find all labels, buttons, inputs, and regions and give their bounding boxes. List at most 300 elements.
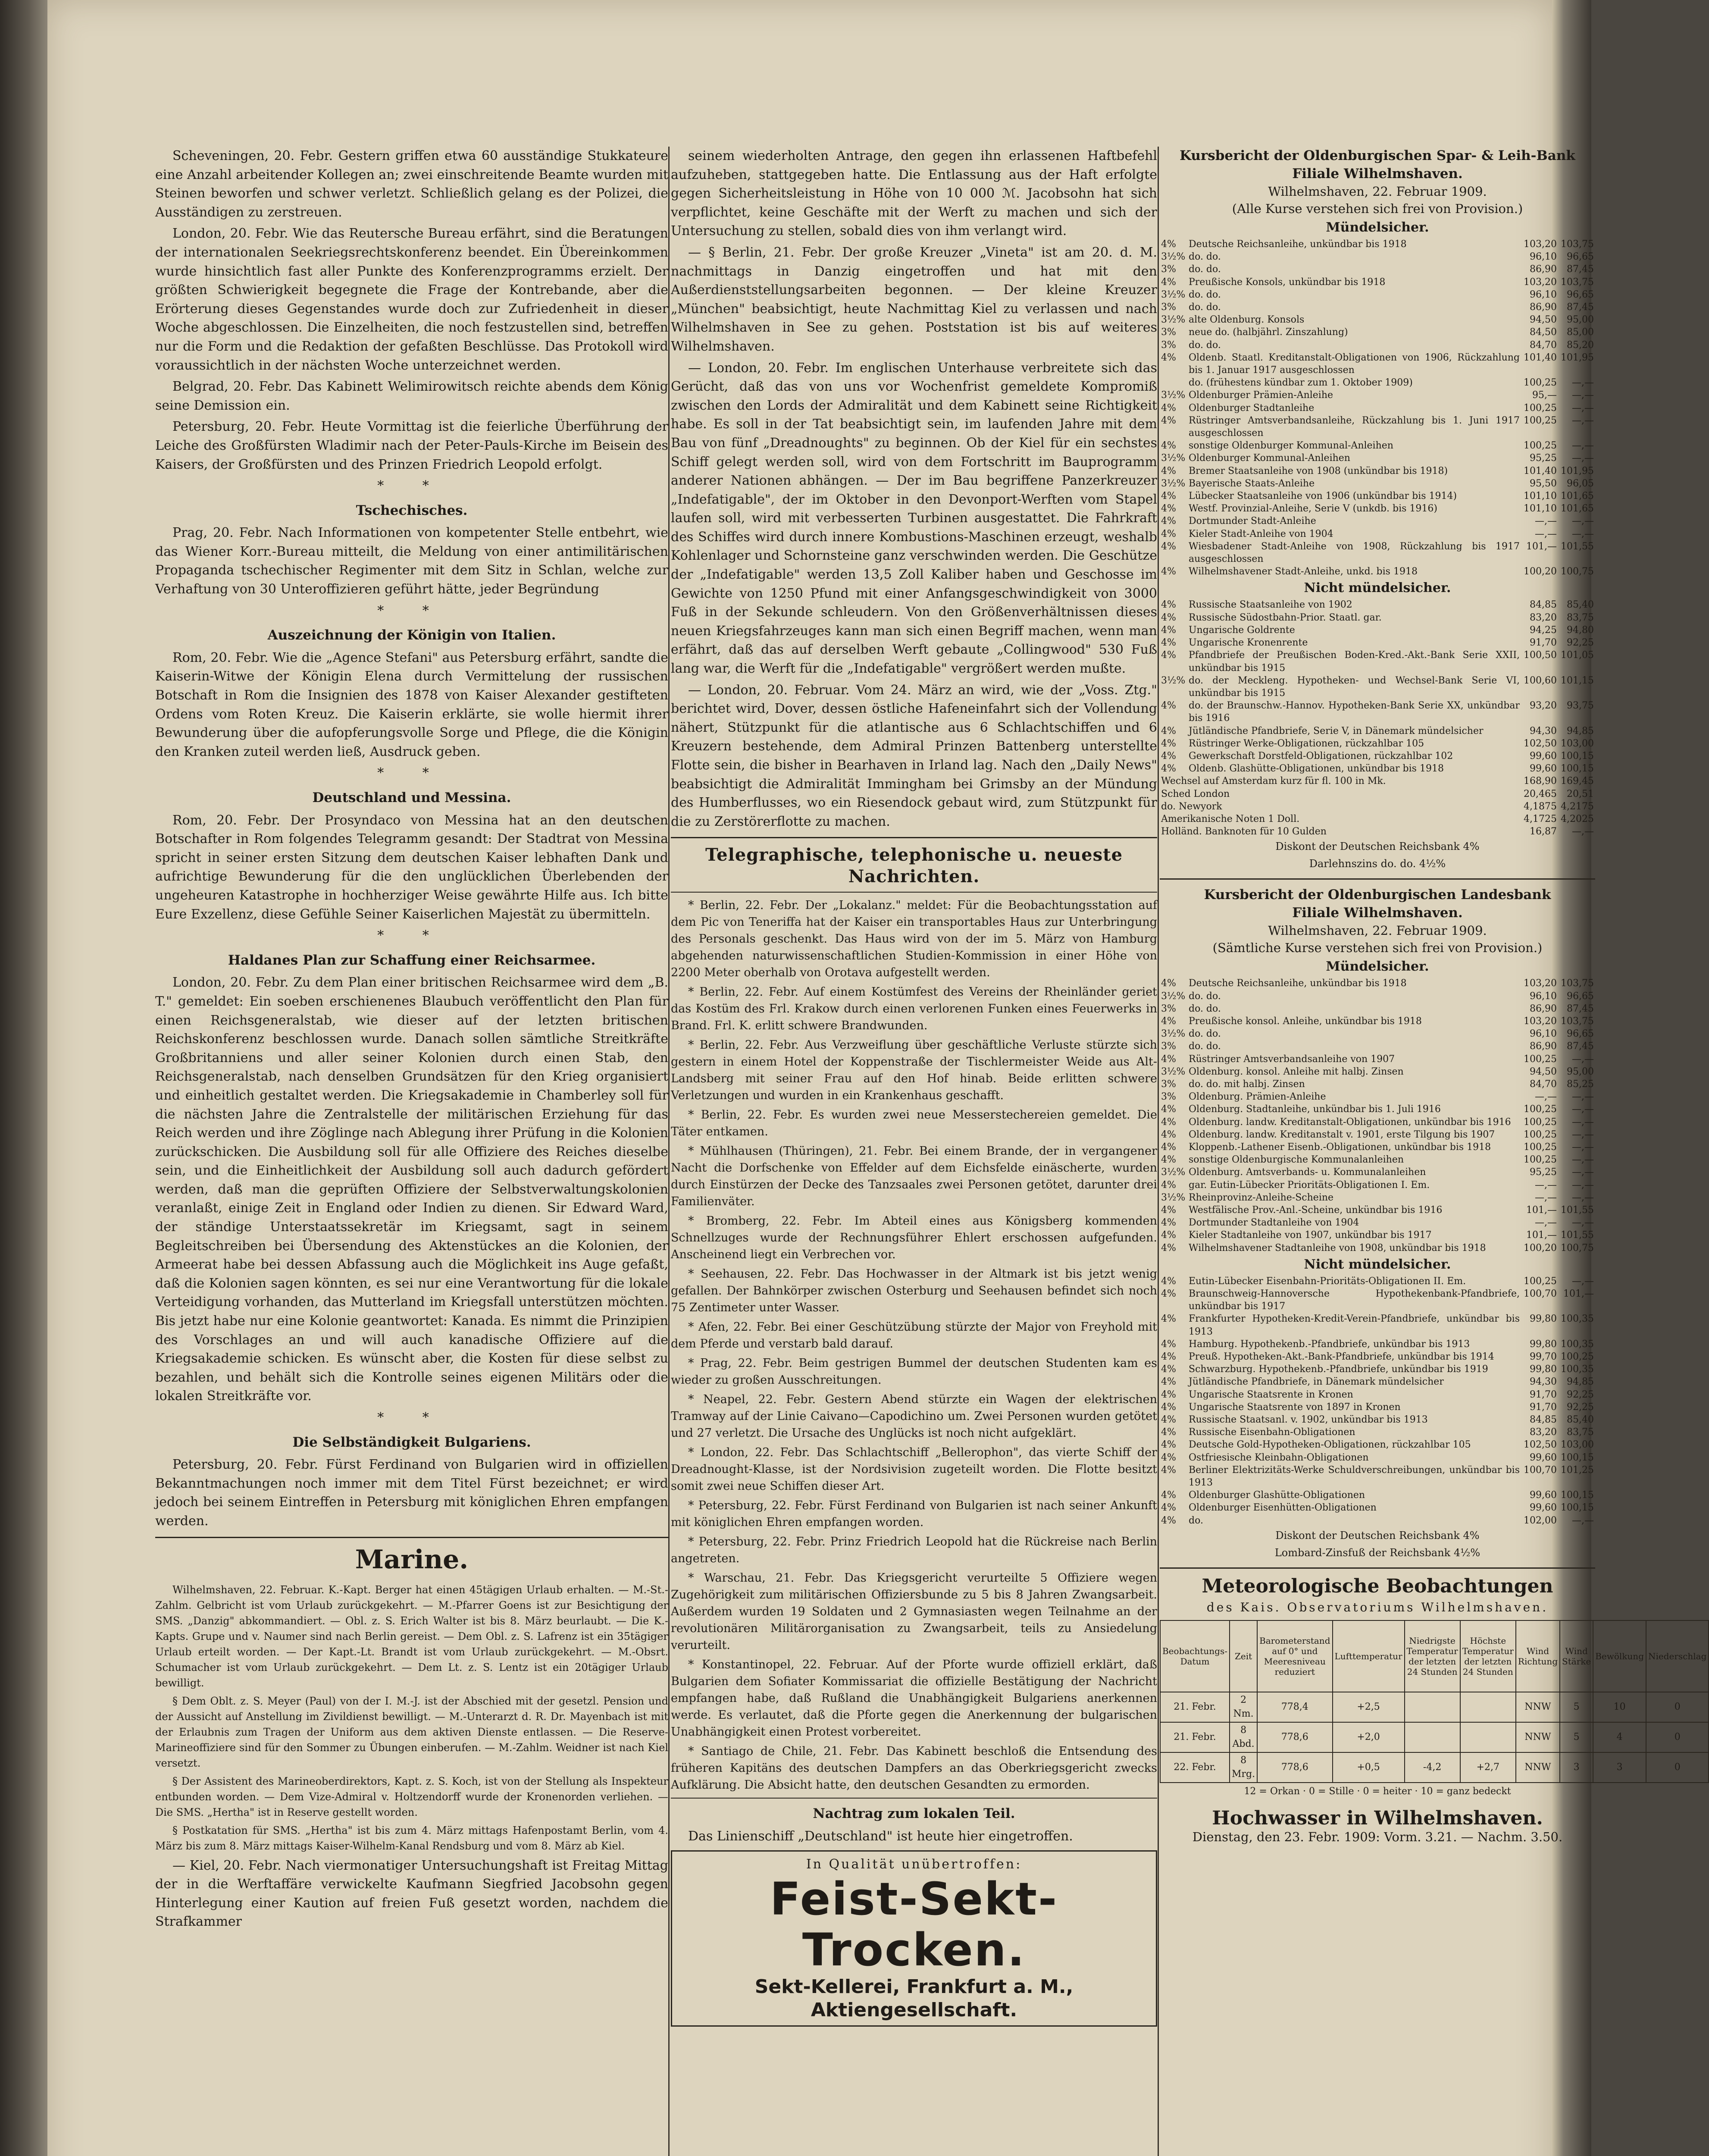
table-row xyxy=(1160,1514,1595,1527)
table-row xyxy=(1160,540,1595,565)
security-name-cell: do. do. xyxy=(1189,289,1221,300)
rate-cell: 4% xyxy=(1161,1288,1176,1300)
table-row xyxy=(1160,1103,1595,1116)
meteo-cell: +0,5 xyxy=(1333,1752,1405,1783)
verkauf-cell: 101,25 xyxy=(1561,1464,1594,1476)
rate-cell: 3½% xyxy=(1161,314,1186,326)
security-name-cell: Preußische konsol. Anleihe, unkündbar bis 1918 xyxy=(1189,1015,1422,1027)
security-name-cell: Lübecker Staatsanleihe von 1906 (unkündbar bis 1914) xyxy=(1189,491,1457,502)
ankauf-cell: 101,10 xyxy=(1524,491,1557,502)
verkauf-cell: 100,15 xyxy=(1561,763,1594,774)
meteo-cell: 778,6 xyxy=(1257,1722,1332,1752)
telegraph-item: * Bromberg, 22. Febr. Im Abteil eines aus Königsberg kommenden Schnellzuges wurde der Rechnungsführer Ehlert erschossen aufgefunden. Anscheinend liegt ein Verbrechen vor. xyxy=(671,1214,1157,1262)
telegraph-heading: Telegraphische, telephonische u. neueste Nachrichten. xyxy=(705,845,1123,887)
section-rule xyxy=(155,1537,668,1538)
ankauf-cell: —,— xyxy=(1535,516,1557,527)
fx-name-cell: Amerikanische Noten 1 Doll. xyxy=(1161,813,1300,824)
rate-cell: 4% xyxy=(1161,402,1176,414)
ankauf-cell: —,— xyxy=(1535,1217,1557,1228)
meteo-cell xyxy=(1405,1692,1460,1722)
rate-cell: 4% xyxy=(1161,1015,1176,1027)
ankauf-cell: 99,80 xyxy=(1530,1364,1557,1375)
rate-cell: 4% xyxy=(1161,1376,1176,1388)
verkauf-cell: 100,35 xyxy=(1561,1338,1594,1350)
security-name-cell: do. do. xyxy=(1189,990,1221,1002)
ankauf-cell: 83,20 xyxy=(1530,1427,1557,1438)
verkauf-cell: 87,45 xyxy=(1567,1041,1594,1052)
meteo-header-cell: Barometerstand auf 0° und Meeresniveau reduziert xyxy=(1257,1620,1332,1692)
rate-cell: 4% xyxy=(1161,276,1176,288)
table-row xyxy=(1160,1413,1595,1426)
table-row xyxy=(1160,1091,1595,1103)
meteo-cell: 5 xyxy=(1560,1692,1593,1722)
ankauf-cell: 94,50 xyxy=(1530,314,1557,326)
security-name-cell: sonstige Oldenburger Kommunal-Anleihen xyxy=(1189,440,1393,451)
ankauf-cell: 84,50 xyxy=(1530,327,1557,338)
table-row xyxy=(1160,276,1595,288)
verkauf-cell: —,— xyxy=(1572,1275,1594,1287)
security-name-cell: Preuß. Hypotheken-Akt.-Bank-Pfandbriefe, unkündbar bis 1914 xyxy=(1189,1351,1494,1363)
section-heading: Die Selbständigkeit Bulgariens. xyxy=(292,1434,531,1450)
table-row xyxy=(1160,1141,1595,1153)
verkauf-cell: 101,— xyxy=(1563,1288,1594,1300)
table-row xyxy=(1160,800,1595,813)
ankauf-cell: 99,60 xyxy=(1530,1490,1557,1501)
meteo-scale-item: 0 = heiter xyxy=(1363,1786,1412,1797)
rate-cell: 4% xyxy=(1161,738,1176,749)
verkauf-cell: —,— xyxy=(1572,1141,1594,1153)
table-row xyxy=(1160,1438,1595,1451)
rate-cell: 4% xyxy=(1161,491,1176,502)
security-name-cell: Westfälische Prov.-Anl.-Scheine, unkündbar bis 1916 xyxy=(1189,1205,1443,1216)
table-row xyxy=(1160,1053,1595,1065)
security-name-cell: Oldenburger Eisenhütten-Obligationen xyxy=(1189,1502,1377,1514)
rate-cell: 4% xyxy=(1161,1230,1176,1241)
rate-cell: 4% xyxy=(1161,1515,1176,1526)
rate-cell: 4% xyxy=(1161,465,1176,476)
meteo-cell: 22. Febr. xyxy=(1160,1752,1230,1783)
ankauf-cell: 93,20 xyxy=(1530,700,1557,711)
verkauf-cell: —,— xyxy=(1572,1104,1594,1115)
verkauf-cell: 101,05 xyxy=(1561,650,1594,661)
meteo-cell: 3 xyxy=(1560,1752,1593,1783)
meteo-cell: 0 xyxy=(1646,1722,1709,1752)
ankauf-cell: 100,25 xyxy=(1524,377,1557,389)
security-name-cell: Oldenburg. Stadtanleihe, unkündbar bis 1. Juli 1916 xyxy=(1189,1104,1441,1115)
table-row xyxy=(1160,1242,1595,1254)
ankauf-cell: 84,70 xyxy=(1530,1078,1557,1090)
security-name-cell: Hamburg. Hypothekenb.-Pfandbriefe, unkündbar bis 1913 xyxy=(1189,1338,1470,1350)
security-name-cell: Kieler Stadtanleihe von 1907, unkündbar bis 1917 xyxy=(1189,1230,1432,1241)
table-row xyxy=(1160,1204,1595,1216)
security-name-cell: Oldenb. Staatl. Kreditanstalt-Obligationen von 1906, Rückzahlung bis 1. Januar 1917 ausgeschlossen xyxy=(1189,352,1520,376)
article-paragraph: — Kiel, 20. Febr. Nach viermonatiger Untersuchungshaft ist Freitag Mittag der in die Werftaffäre verwickelte Kaufmann Siegfried Jacobsohn gegen Hinterlegung einer Kaution auf freien Fuß gesetzt worden, nachdem die Strafkammer xyxy=(155,1858,668,1930)
rate-cell: 4% xyxy=(1161,239,1176,250)
meteo-cell: +2,5 xyxy=(1333,1692,1405,1722)
table-row xyxy=(1160,288,1595,301)
verkauf-cell: 103,75 xyxy=(1561,276,1594,288)
security-name-cell: Oldenburg. Prämien-Anleihe xyxy=(1189,1091,1326,1103)
table-row xyxy=(1160,1275,1595,1288)
telegraph-item: * Neapel, 22. Febr. Gestern Abend stürzte ein Wagen der elektrischen Tramway auf der Linie Caivano—Capodichino um. Zwei Personen wurden getötet und 27 verletzt. Die Ursache des Unglücks ist noch nicht aufgeklärt. xyxy=(671,1393,1157,1440)
verkauf-cell: 96,65 xyxy=(1567,990,1594,1002)
security-name-cell: do. do. xyxy=(1189,1028,1221,1040)
rate-cell: 4% xyxy=(1161,1154,1176,1166)
table-row xyxy=(1160,414,1595,439)
security-name-cell: Kloppenb.-Lathener Eisenb.-Obligationen, unkündbar bis 1918 xyxy=(1189,1141,1491,1153)
security-name-cell: do. do. mit halbj. Zinsen xyxy=(1189,1078,1305,1090)
meteo-cell: -4,2 xyxy=(1405,1752,1460,1783)
section-heading: Deutschland und Messina. xyxy=(312,790,511,805)
meteo-cell: 21. Febr. xyxy=(1160,1692,1230,1722)
kursbericht-category: Mündelsicher. xyxy=(1326,220,1429,235)
security-name-cell: Russische Südostbahn-Prior. Staatl. gar. xyxy=(1189,612,1382,623)
table-row xyxy=(1160,502,1595,515)
security-name-cell: Braunschweig-Hannoversche Hypothekenbank-Pfandbriefe, unkündbar bis 1917 xyxy=(1189,1288,1520,1312)
rate-cell: 4% xyxy=(1161,1275,1176,1287)
article-paragraph: London, 20. Febr. Wie das Reutersche Bureau erfährt, sind die Beratungen der internationalen Seekriegsrechtskonferenz beendet. Ein Übereinkommen wurde hinsichtlich fast aller Punkte des Konferenzprogramms erzielt. Der größten Schwierigkeit begegnete die Frage der Kontrebande, aber die Erörterung dieses Gegenstandes wurde doch zur Zufriedenheit in dieser Woche abgeschlossen. Die Einzelheiten, die noch festzustellen sind, betreffen nur die Form und die Redaktion der gefaßten Beschlüsse. Das Protokoll wird voraussichtlich in der nächsten Woche unterzeichnet werden. xyxy=(155,226,668,373)
meteo-header-cell: Lufttemperatur xyxy=(1333,1620,1405,1692)
ankauf-cell: 101,40 xyxy=(1524,465,1557,476)
table-row xyxy=(1160,389,1595,401)
verkauf-cell: 100,35 xyxy=(1561,1313,1594,1325)
table-row xyxy=(1160,788,1595,800)
table-row xyxy=(1160,624,1595,636)
table-row xyxy=(1160,339,1595,351)
ankauf-cell: 96,10 xyxy=(1530,251,1557,263)
security-name-cell: Ungarische Staatsrente in Kronen xyxy=(1189,1389,1353,1400)
verkauf-cell: 87,45 xyxy=(1567,302,1594,313)
rate-cell: 3% xyxy=(1161,327,1176,338)
meteo-header-cell: Wind Richtung xyxy=(1516,1620,1560,1692)
ankauf-cell: 101,10 xyxy=(1524,503,1557,514)
rate-cell: 4% xyxy=(1161,1439,1176,1451)
table-row xyxy=(1160,1464,1595,1489)
rate-cell: 3% xyxy=(1161,339,1176,351)
ankauf-cell: 100,25 xyxy=(1524,1116,1557,1128)
verkauf-cell: 101,65 xyxy=(1561,491,1594,502)
ankauf-cell: 96,10 xyxy=(1530,990,1557,1002)
ad-company: Sekt-Kellerei, Frankfurt a. M., Aktiengesellschaft. xyxy=(754,1976,1074,2021)
security-name-cell: do. do. xyxy=(1189,339,1221,351)
column-2 xyxy=(671,147,1157,2027)
security-name-cell: Ungarische Kronenrente xyxy=(1189,637,1308,649)
ankauf-cell: 102,50 xyxy=(1524,738,1557,749)
kursbericht-title: Kursbericht der Oldenburgischen Landesbank xyxy=(1204,887,1551,903)
verkauf-cell: 100,75 xyxy=(1561,566,1594,577)
table-row xyxy=(1160,1229,1595,1241)
ankauf-cell: 91,70 xyxy=(1530,1401,1557,1413)
ankauf-cell: 102,00 xyxy=(1524,1515,1557,1526)
verkauf-cell: 93,75 xyxy=(1567,700,1594,711)
security-name-cell: Deutsche Reichsanleihe, unkündbar bis 1918 xyxy=(1189,978,1407,989)
meteo-header-cell: Wind Stärke xyxy=(1560,1620,1593,1692)
security-name-cell: Ostfriesische Kleinbahn-Obligationen xyxy=(1189,1452,1369,1463)
rate-cell: 4% xyxy=(1161,541,1176,552)
article-paragraph: Rom, 20. Febr. Wie die „Agence Stefani" aus Petersburg erfährt, sandte die Kaiserin-Witwe der Königin Elena durch Vermittelung der russischen Botschaft in Rom die Insignien des 1878 von Kaiser Alexander gestifteten Ordens vom Roten Kreuz. Die Kaiserin erklärte, sie wolle hiermit ihrer Bewunderung über die aufopferungsvolle Sorge und Pflege, die die Königin den Kranken zuteil werden ließ, Ausdruck geben. xyxy=(155,650,668,759)
rate-cell: 3½% xyxy=(1161,1028,1186,1040)
table-row xyxy=(1160,813,1595,825)
rate-cell: 4% xyxy=(1161,1490,1176,1501)
kursbericht-subtitle: Filiale Wilhelmshaven. xyxy=(1292,905,1463,921)
table-row xyxy=(1160,762,1595,775)
rate-cell: 4% xyxy=(1161,750,1176,761)
security-name-cell: Preußische Konsols, unkündbar bis 1918 xyxy=(1189,276,1386,288)
meteo-cell: +2,0 xyxy=(1333,1722,1405,1752)
verkauf-cell: 94,85 xyxy=(1567,725,1594,736)
rate-cell: 4% xyxy=(1161,700,1176,711)
table-row xyxy=(1160,477,1595,490)
table-row xyxy=(1160,452,1595,464)
security-name-cell: Eutin-Lübecker Eisenbahn-Prioritäts-Obligationen II. Em. xyxy=(1189,1275,1466,1287)
ankauf-cell: 94,25 xyxy=(1530,624,1557,636)
verkauf-cell: —,— xyxy=(1572,1515,1594,1526)
ankauf-cell: 4,1725 xyxy=(1524,813,1557,824)
ankauf-cell: —,— xyxy=(1535,1091,1557,1103)
verkauf-cell: 100,15 xyxy=(1561,1490,1594,1501)
kurs-table xyxy=(1160,977,1595,1254)
separator-stars: * * xyxy=(377,1410,446,1425)
table-row xyxy=(1160,977,1595,990)
security-name-cell: Rüstringer Amtsverbandsanleihe von 1907 xyxy=(1189,1053,1395,1065)
column-divider xyxy=(1158,147,1159,2156)
section-rule xyxy=(1160,1567,1595,1569)
fx-name-cell: do. Newyork xyxy=(1161,801,1222,812)
verkauf-cell: 103,00 xyxy=(1561,1439,1594,1451)
verkauf-cell: —,— xyxy=(1572,1091,1594,1103)
verkauf-cell: 94,80 xyxy=(1567,624,1594,636)
verkauf-cell: 96,05 xyxy=(1567,478,1594,489)
ankauf-cell: 100,70 xyxy=(1524,1464,1557,1476)
newspaper-page xyxy=(47,0,1707,2156)
telegraph-item: * Warschau, 21. Febr. Das Kriegsgericht verurteilte 5 Offiziere wegen Zugehörigkeit zum militärischen Offiziersbunde zu 5 bis 8 Jahren Zwangsarbeit. Außerdem wurden 19 Soldaten und 2 Gymnasiasten wegen Teilnahme an der revolutionären Militärorganisation zu Zwangsarbeit, teils zu Ansiedelung verurteilt. xyxy=(671,1571,1157,1652)
table-row xyxy=(1160,1028,1595,1040)
rate-cell: 3½% xyxy=(1161,453,1186,464)
kursbericht-title: Kursbericht der Oldenburgischen Spar- & Leih-Bank xyxy=(1180,148,1575,163)
security-name-cell: Wiesbadener Stadt-Anleihe von 1908, Rückzahlung bis 1917 ausgeschlossen xyxy=(1189,541,1520,565)
ankauf-cell: 96,10 xyxy=(1530,289,1557,300)
security-name-cell: Bremer Staatsanleihe von 1908 (unkündbar bis 1918) xyxy=(1189,465,1448,476)
column-divider xyxy=(668,147,670,2156)
security-name-cell: Oldenburg. Amtsverbands- u. Kommunalanleihen xyxy=(1189,1167,1426,1178)
hochwasser-line: Dienstag, den 23. Febr. 1909: Vorm. 3.21. — Nachm. 3.50. xyxy=(1192,1830,1563,1845)
verkauf-cell: 4,2175 xyxy=(1561,801,1594,812)
column-3 xyxy=(1160,147,1707,1847)
security-name-cell: Russische Staatsanl. v. 1902, unkündbar bis 1913 xyxy=(1189,1414,1428,1426)
security-name-cell: Oldenburg. konsol. Anleihe mit halbj. Zinsen xyxy=(1189,1066,1404,1077)
kurs-table xyxy=(1160,238,1595,578)
kursbericht-category: Nicht mündelsicher. xyxy=(1304,580,1451,596)
security-name-cell: Ungarische Staatsrente von 1897 in Kronen xyxy=(1189,1401,1401,1413)
verkauf-cell: 83,75 xyxy=(1567,1427,1594,1438)
security-name-cell: Gewerkschaft Dorstfeld-Obligationen, rückzahlbar 102 xyxy=(1189,750,1453,761)
verkauf-cell: 96,65 xyxy=(1567,289,1594,300)
meteo-scale: 12 = Orkan · 0 = Stille · 0 = heiter · 10 = ganz bedeckt xyxy=(1244,1786,1511,1797)
meteo-subtitle: des Kais. Observatoriums Wilhelmshaven. xyxy=(1206,1600,1549,1614)
meteo-header-cell: Bewölkung xyxy=(1593,1620,1646,1692)
section-heading: Auszeichnung der Königin von Italien. xyxy=(267,627,556,643)
discount-line: Diskont der Deutschen Reichsbank 4% xyxy=(1275,1529,1480,1542)
ankauf-cell: 95,— xyxy=(1532,390,1557,401)
table-row xyxy=(1160,990,1595,1003)
rate-cell: 4% xyxy=(1161,612,1176,623)
meteo-scale-item: 12 = Orkan xyxy=(1244,1786,1300,1797)
ankauf-cell: —,— xyxy=(1535,528,1557,539)
verkauf-cell: 101,95 xyxy=(1561,465,1594,476)
verkauf-cell: 103,75 xyxy=(1561,978,1594,989)
table-row xyxy=(1160,1003,1595,1015)
table-row xyxy=(1160,775,1595,787)
security-name-cell: Deutsche Gold-Hypotheken-Obligationen, rückzahlbar 105 xyxy=(1189,1439,1471,1451)
table-row xyxy=(1160,725,1595,737)
article-paragraph: — London, 20. Februar. Vom 24. März an wird, wie der „Voss. Ztg." berichtet wird, Dover, dessen östliche Hafeneinfahrt sich der Vollendung nähert, Stützpunkt für die atlantische aus 6 Schlachtschiffen und 6 Kreuzern bestehende, dem Admiral Prinzen Battenberg unterstellte Flotte sein, die bisher in Bearhaven in Irland lag. Nach den „Daily News" beabsichtigt die Admiralität Immingham bei Grimsby an der Mündung des Humberflusses, wo ein Riesendock gebaut wird, zum Stützpunkt für die zu Zerstörerflotte zu machen. xyxy=(671,682,1157,829)
rate-cell: 4% xyxy=(1161,599,1176,611)
discount-line: Diskont der Deutschen Reichsbank 4% xyxy=(1275,840,1480,853)
rate-cell: 3½% xyxy=(1161,1167,1186,1178)
ankauf-cell: 4,1875 xyxy=(1524,801,1557,812)
rate-cell: 3% xyxy=(1161,1003,1176,1014)
verkauf-cell: 100,15 xyxy=(1561,1452,1594,1463)
ankauf-cell: 86,90 xyxy=(1530,1003,1557,1014)
security-name-cell: do. do. xyxy=(1189,264,1221,275)
security-name-cell: Kieler Stadt-Anleihe von 1904 xyxy=(1189,528,1333,539)
verkauf-cell: 103,00 xyxy=(1561,738,1594,749)
table-row xyxy=(1160,351,1595,376)
meteo-cell: 0 xyxy=(1646,1692,1709,1722)
verkauf-cell: 101,55 xyxy=(1561,541,1594,552)
verkauf-cell: 101,95 xyxy=(1561,352,1594,363)
article-paragraph: Rom, 20. Febr. Der Prosyndaco von Messina hat an den deutschen Botschafter in Rom folgendes Telegramm gesandt: Der Stadtrat von Messina spricht in seiner ersten Sitzung dem deutschen Kaiser lebhaften Dank und aufrichtige Bewunderung für die den unglücklichen Überlebenden der ungeheuren Katastrophe in hochherziger Weise gewährte Hilfe aus. Ich bitte Eure Exzellenz, diese Gefühle Seiner Kaiserlichen Majestät zu übermitteln. xyxy=(155,812,668,922)
verkauf-cell: 95,00 xyxy=(1567,1066,1594,1077)
table-row xyxy=(1160,1065,1595,1078)
table-row xyxy=(1160,1128,1595,1141)
ankauf-cell: 101,— xyxy=(1526,541,1557,552)
table-row xyxy=(1160,1191,1595,1204)
ankauf-cell: —,— xyxy=(1535,1192,1557,1203)
table-row xyxy=(1160,649,1595,674)
meteo-header-cell: Höchste Temperatur der letzten 24 Stunden xyxy=(1460,1620,1516,1692)
meteo-cell xyxy=(1405,1722,1460,1752)
security-name-cell: Schwarzburg. Hypothekenb.-Pfandbriefe, unkündbar bis 1919 xyxy=(1189,1364,1488,1375)
kursbericht-note: (Sämtliche Kurse verstehen sich frei von Provision.) xyxy=(1212,940,1543,956)
nachtrag-heading: Nachtrag zum lokalen Teil. xyxy=(813,1806,1015,1822)
meteo-cell: 778,6 xyxy=(1257,1752,1332,1783)
meteo-header-cell: Niederschlag xyxy=(1646,1620,1709,1692)
ankauf-cell: 84,85 xyxy=(1530,599,1557,611)
column-1 xyxy=(155,147,668,1934)
security-name-cell: Deutsche Reichsanleihe, unkündbar bis 1918 xyxy=(1189,239,1407,250)
verkauf-cell: 92,25 xyxy=(1567,1389,1594,1400)
kursbericht-date: Wilhelmshaven, 22. Februar 1909. xyxy=(1268,184,1487,199)
table-row xyxy=(1160,1401,1595,1413)
discount-line: Darlehnszins do. do. 4½% xyxy=(1309,858,1446,870)
rate-cell: 3% xyxy=(1161,264,1176,275)
security-name-cell: do. (frühestens kündbar zum 1. Oktober 1909) xyxy=(1189,377,1413,389)
article-paragraph: Petersburg, 20. Febr. Fürst Ferdinand von Bulgarien wird in offiziellen Bekanntmachungen noch immer mit dem Titel Fürst bezeichnet; er wird jedoch bei seinem Eintreffen in Petersburg mit königlichen Ehren empfangen werden. xyxy=(155,1457,668,1529)
ankauf-cell: 100,50 xyxy=(1524,650,1557,661)
discount-line: Lombard-Zinsfuß der Reichsbank 4½% xyxy=(1274,1546,1481,1559)
verkauf-cell: —,— xyxy=(1572,415,1594,426)
table-row xyxy=(1160,611,1595,624)
security-name-cell: Rüstringer Amtsverbandsanleihe, Rückzahlung bis 1. Juni 1917 ausgeschlossen xyxy=(1189,415,1520,439)
rate-cell: 4% xyxy=(1161,1351,1176,1363)
verkauf-cell: 92,25 xyxy=(1567,637,1594,649)
rate-cell: 4% xyxy=(1161,650,1176,661)
rate-cell xyxy=(1160,376,1187,389)
ankauf-cell: 96,10 xyxy=(1530,1028,1557,1040)
security-name-cell: Jütländische Pfandbriefe, Serie V, in Dänemark mündelsicher xyxy=(1189,725,1484,736)
table-row xyxy=(1160,1179,1595,1191)
rate-cell: 4% xyxy=(1161,1217,1176,1228)
meteo-cell: 0 xyxy=(1646,1752,1709,1783)
table-row xyxy=(1160,1692,1709,1722)
table-row xyxy=(1160,1363,1595,1376)
security-name-cell: do. do. xyxy=(1189,251,1221,263)
security-name-cell: Oldenburger Kommunal-Anleihen xyxy=(1189,453,1350,464)
meteo-cell xyxy=(1460,1722,1516,1752)
meteo-cell: 3 xyxy=(1593,1752,1646,1783)
ankauf-cell: 16,87 xyxy=(1530,826,1557,837)
rate-cell: 3½% xyxy=(1161,990,1186,1002)
section-heading: Haldanes Plan zur Schaffung einer Reichsarmee. xyxy=(228,952,596,968)
ankauf-cell: 103,20 xyxy=(1524,276,1557,288)
verkauf-cell: —,— xyxy=(1572,826,1594,837)
verkauf-cell: 4,2025 xyxy=(1561,813,1594,824)
table-row xyxy=(1160,263,1595,276)
verkauf-cell: 85,40 xyxy=(1567,599,1594,611)
table-row xyxy=(1160,1216,1595,1229)
verkauf-cell: 87,45 xyxy=(1567,1003,1594,1014)
rate-cell: 4% xyxy=(1161,440,1176,451)
verkauf-cell: 85,00 xyxy=(1567,327,1594,338)
ankauf-cell: 86,90 xyxy=(1530,1041,1557,1052)
telegraph-item: * London, 22. Febr. Das Schlachtschiff „Bellerophon", das vierte Schiff der Dreadnought-Klasse, ist der Nordsivision zugeteilt worden. Die Flotte besitzt somit zwei neue Schiffen dieser Art. xyxy=(671,1446,1157,1493)
table-row xyxy=(1160,1116,1595,1128)
ankauf-cell: 100,60 xyxy=(1524,675,1557,686)
section-rule xyxy=(1160,878,1595,880)
table-row xyxy=(1160,636,1595,649)
rate-cell: 4% xyxy=(1161,1104,1176,1115)
fx-name-cell: Sched London xyxy=(1161,788,1230,799)
verkauf-cell: 20,51 xyxy=(1567,788,1594,799)
rate-cell: 4% xyxy=(1161,725,1176,736)
verkauf-cell: 85,20 xyxy=(1567,339,1594,351)
meteo-cell: 5 xyxy=(1560,1722,1593,1752)
table-row xyxy=(1160,301,1595,313)
ankauf-cell: 99,60 xyxy=(1530,750,1557,761)
verkauf-cell: 96,65 xyxy=(1567,251,1594,263)
rate-cell: 4% xyxy=(1161,1452,1176,1463)
ankauf-cell: 103,20 xyxy=(1524,1015,1557,1027)
telegraph-item: * Berlin, 22. Febr. Auf einem Kostümfest des Vereins der Rheinländer geriet das Kostüm des Frl. Krakow durch einen verlorenen Funken eines Feuerwerks in Brand. Frl. K. erlitt schwere Brandwunden. xyxy=(671,985,1157,1033)
rate-cell: 3½% xyxy=(1161,675,1186,686)
rate-cell: 4% xyxy=(1161,352,1176,363)
nachtrag-text: Das Linienschiff „Deutschland" ist heute hier eingetroffen. xyxy=(688,1828,1073,1844)
security-name-cell: Rüstringer Werke-Obligationen, rückzahlbar 105 xyxy=(1189,738,1424,749)
telegraph-item: * Petersburg, 22. Febr. Prinz Friedrich Leopold hat die Rückreise nach Berlin angetreten. xyxy=(671,1535,1157,1566)
table-row xyxy=(1160,1313,1595,1338)
telegraph-item: * Afen, 22. Febr. Bei einer Geschützübung stürzte der Major von Freyhold mit dem Pferde und verstarb bald darauf. xyxy=(671,1320,1157,1351)
meteo-cell: NNW xyxy=(1516,1692,1560,1722)
table-row xyxy=(1160,1501,1595,1514)
verkauf-cell: —,— xyxy=(1572,516,1594,527)
telegraph-item: * Mühlhausen (Thüringen), 21. Febr. Bei einem Brande, der in vergangener Nacht die Dorfschenke von Effelder auf dem Eichsfelde einäscherte, wurden durch Einstürzen der Decke des Tanzsaales zwei Personen getötet, darunter drei Familienväter. xyxy=(671,1144,1157,1209)
rate-cell: 3% xyxy=(1161,302,1176,313)
telegraph-item: * Petersburg, 22. Febr. Fürst Ferdinand von Bulgarien ist nach seiner Ankunft mit königlichen Ehren empfangen worden. xyxy=(671,1499,1157,1529)
table-row xyxy=(1160,1451,1595,1464)
table-row xyxy=(1160,1166,1595,1178)
telegraph-item: * Berlin, 22. Febr. Es wurden zwei neue Messerstechereien gemeldet. Die Täter entkamen. xyxy=(671,1108,1157,1139)
